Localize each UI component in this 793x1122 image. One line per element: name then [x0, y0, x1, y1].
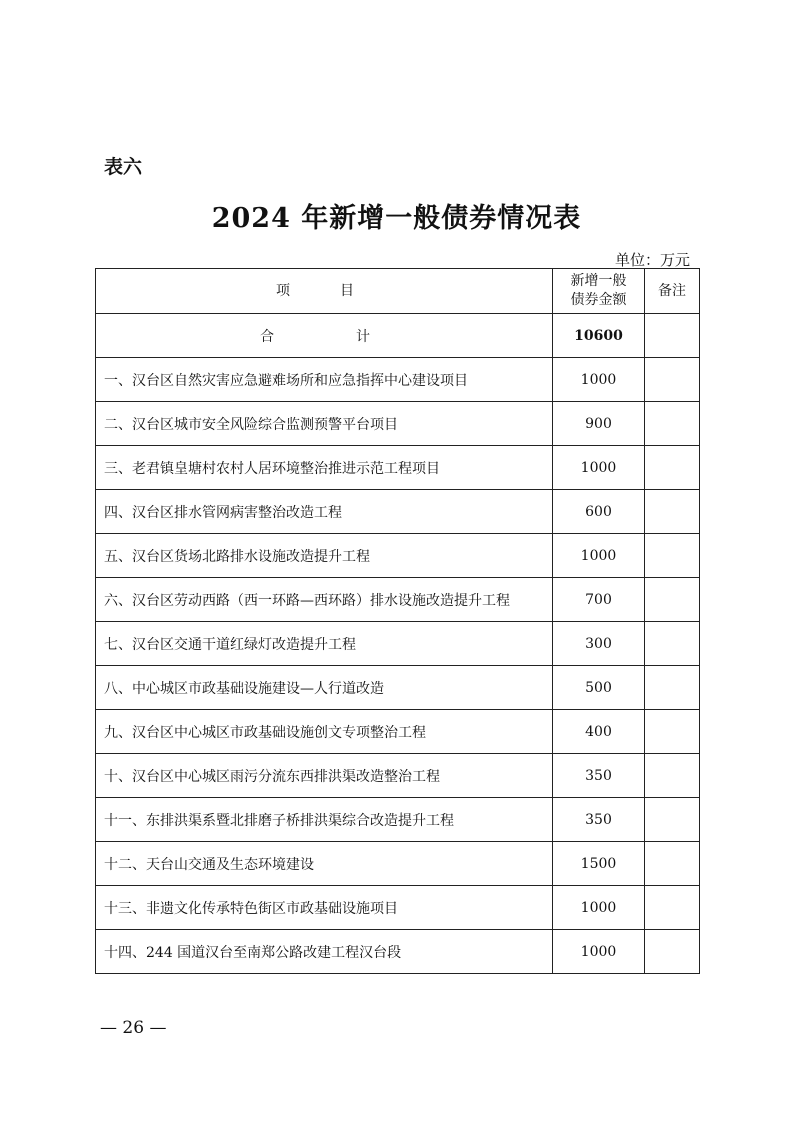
page-number: — 26 — [100, 1018, 167, 1038]
note-cell [645, 622, 700, 666]
note-cell [645, 446, 700, 490]
project-name-cell: 二、汉台区城市安全风险综合监测预警平台项目 [96, 402, 553, 446]
project-name-cell: 十一、东排洪渠系暨北排磨子桥排洪渠综合改造提升工程 [96, 798, 553, 842]
bond-amount-cell: 350 [553, 754, 645, 798]
bond-amount-cell: 400 [553, 710, 645, 754]
total-label: 合 计 [96, 314, 553, 358]
table-row [96, 578, 700, 622]
table-header-row [96, 269, 700, 314]
bond-amount-cell: 700 [553, 578, 645, 622]
project-name-cell: 十、汉台区中心城区雨污分流东西排洪渠改造整治工程 [96, 754, 553, 798]
bond-amount-cell: 1000 [553, 886, 645, 930]
table-row [96, 622, 700, 666]
project-name-cell: 五、汉台区货场北路排水设施改造提升工程 [96, 534, 553, 578]
table-label: 表六 [104, 156, 143, 178]
total-amount: 10600 [553, 314, 645, 358]
table-row [96, 710, 700, 754]
table-row [96, 402, 700, 446]
table-row [96, 754, 700, 798]
note-cell [645, 710, 700, 754]
bond-amount-cell: 1000 [553, 358, 645, 402]
project-name-cell: 三、老君镇皇塘村农村人居环境整治推进示范工程项目 [96, 446, 553, 490]
table-row [96, 930, 700, 974]
bond-amount-cell: 500 [553, 666, 645, 710]
note-cell [645, 534, 700, 578]
column-header-amount-line1: 新增一般 [570, 273, 627, 289]
table-row [96, 666, 700, 710]
total-note [645, 314, 700, 358]
project-name-cell: 十三、非遗文化传承特色街区市政基础设施项目 [96, 886, 553, 930]
bond-amount-cell: 900 [553, 402, 645, 446]
bond-amount-cell: 1000 [553, 930, 645, 974]
page-title: 2024 年新增一般债券情况表 [211, 203, 582, 234]
project-name-cell: 十四、244 国道汉台至南郑公路改建工程汉台段 [96, 930, 553, 974]
project-name-cell: 十二、天台山交通及生态环境建设 [96, 842, 553, 886]
total-row [96, 314, 700, 358]
table-row [96, 886, 700, 930]
bond-amount-cell: 350 [553, 798, 645, 842]
note-cell [645, 578, 700, 622]
bond-amount-cell: 1000 [553, 446, 645, 490]
note-cell [645, 930, 700, 974]
project-name-cell: 一、汉台区自然灾害应急避难场所和应急指挥中心建设项目 [96, 358, 553, 402]
note-cell [645, 798, 700, 842]
unit-label: 单位：万元 [614, 251, 690, 269]
column-header-amount [553, 269, 645, 314]
bond-amount-cell: 1500 [553, 842, 645, 886]
table-row [96, 446, 700, 490]
note-cell [645, 666, 700, 710]
note-cell [645, 886, 700, 930]
note-cell [645, 402, 700, 446]
table-row [96, 490, 700, 534]
note-cell [645, 358, 700, 402]
column-header-item: 项 目 [96, 269, 553, 314]
table-row [96, 842, 700, 886]
project-name-cell: 八、中心城区市政基础设施建设—人行道改造 [96, 666, 553, 710]
note-cell [645, 490, 700, 534]
bond-amount-cell: 1000 [553, 534, 645, 578]
project-name-cell: 六、汉台区劳动西路（西一环路—西环路）排水设施改造提升工程 [96, 578, 553, 622]
column-header-note: 备注 [645, 269, 700, 314]
project-name-cell: 四、汉台区排水管网病害整治改造工程 [96, 490, 553, 534]
project-name-cell: 九、汉台区中心城区市政基础设施创文专项整治工程 [96, 710, 553, 754]
bond-amount-cell: 300 [553, 622, 645, 666]
table-row [96, 798, 700, 842]
project-name-cell: 七、汉台区交通干道红绿灯改造提升工程 [96, 622, 553, 666]
table-row [96, 358, 700, 402]
bond-table [95, 268, 700, 974]
column-header-amount-line2: 债券金额 [570, 292, 627, 308]
note-cell [645, 754, 700, 798]
table-row [96, 534, 700, 578]
bond-amount-cell: 600 [553, 490, 645, 534]
note-cell [645, 842, 700, 886]
